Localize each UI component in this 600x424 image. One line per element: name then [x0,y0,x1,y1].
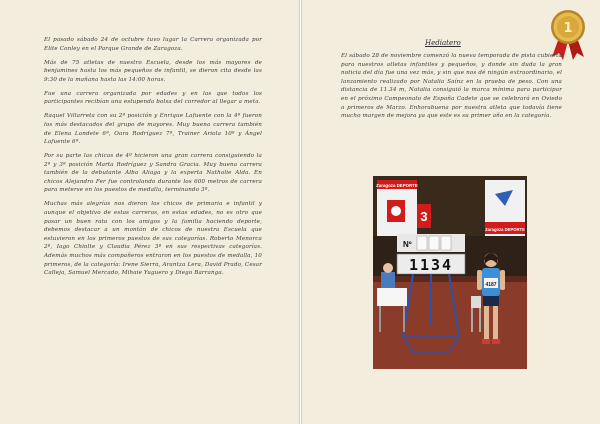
athlete-photo [373,176,527,369]
left-paragraph-6: Muchas más alegrías nos dieron los chicos de primaria e infantil y aunque el objetivo de estas carreras, en estas edades, no es otro que pasar un buen rato con los amigos y la familia haciendo deporte, debemos destacar a un montón de chicos de nuestra Escuela que estuvieron en los primeros puestos de sus categorías. Roberto Menorca 2º, Iago Chiolte y Claudia Pérez 3º en sus respectivas categorías. Además muchos más compañeros entraron en los puestos de medalla, 10 primeros, de la categoría: Irene Sierra, Arantza Lera, David Prado, Cesar Calleja, Samuel Mercado, Mihaie Yuguero y Diego Barranga. [44,201,262,277]
right-heading: Hediatero [425,39,461,47]
svg-text:1: 1 [563,21,573,36]
board-label: Nº [403,240,412,249]
banner-right-text: Zaragoza DEPORTE [485,227,525,232]
right-paragraph-1: El sábado 28 de noviembre comenzó la nueva temporada de pista cubierta para nuestros atletas infantiles y pequeños, y donde sin duda la gran noticia del día fue una vez más, y sin que nos dé ningún extraordinario, el lanzamiento realizado por Natalia Saínz en la prueba de peso. Con una distancia de 11.34 m, Natalia consiguió la marca mínima para participar en el próximo Campeonato de España Cadete que se celebrará en Oviedo a primeros de Marzo. Enhorabuena por nuestra atleta que todavía tiene mucho margen de mejora ya que este es su primer año en la categoría. [341,53,562,120]
left-paragraph-4: Raquel Villarreta con su 2ª posición y Enrique Lafuente con la 4ª fueron los más destacados del grupo de mayores. Muy buena carrera también de Elena Landete 6ª, Oara Rodríguez 7ª, Trainer Ariola 10ª y Ángel Lafuente 6ª. [44,113,262,146]
left-paragraph-2: Más de 75 atletas de nuestro Escuela, desde los más mayores de benjamines hasta los más pequeños de infantil, se dieron cita desde las 9:30 de la mañana hasta las 14:00 horas. [44,59,262,83]
left-paragraph-3: Fue una carrera organizada por edades y en las que todos los participantes recibían una estupenda bolsa del corredor al llegar a meta. [44,90,262,106]
board-mark: 1134 [408,256,454,274]
board-number: 3 [420,209,428,224]
left-paragraph-5: Por su parte las chicas de 4º hicieron una gran carrera consiguiendo la 2ª y 3ª posición Marta Rodríguez y Sandra Gracia. Muy buena carrera también de la debutante Alba Aliaga y la experta Nathalie Alda. En chicos Alejandro Fer fue controlando durante los 600 metros de carrera para meterse en los puestos de medalla, terminando 3º. [44,153,262,194]
banner-left-text: Zaragoza DEPORTE [376,183,418,188]
left-article [44,36,262,283]
athlete-photo-illustration [373,176,527,369]
right-article [341,52,562,126]
bib-number: 4187 [485,282,497,288]
left-paragraph-1: El pasado sábado 24 de octubre tuvo lugar la Carrera organizada por Elite Conley en el Parque Grande de Zaragoza. [44,37,262,52]
